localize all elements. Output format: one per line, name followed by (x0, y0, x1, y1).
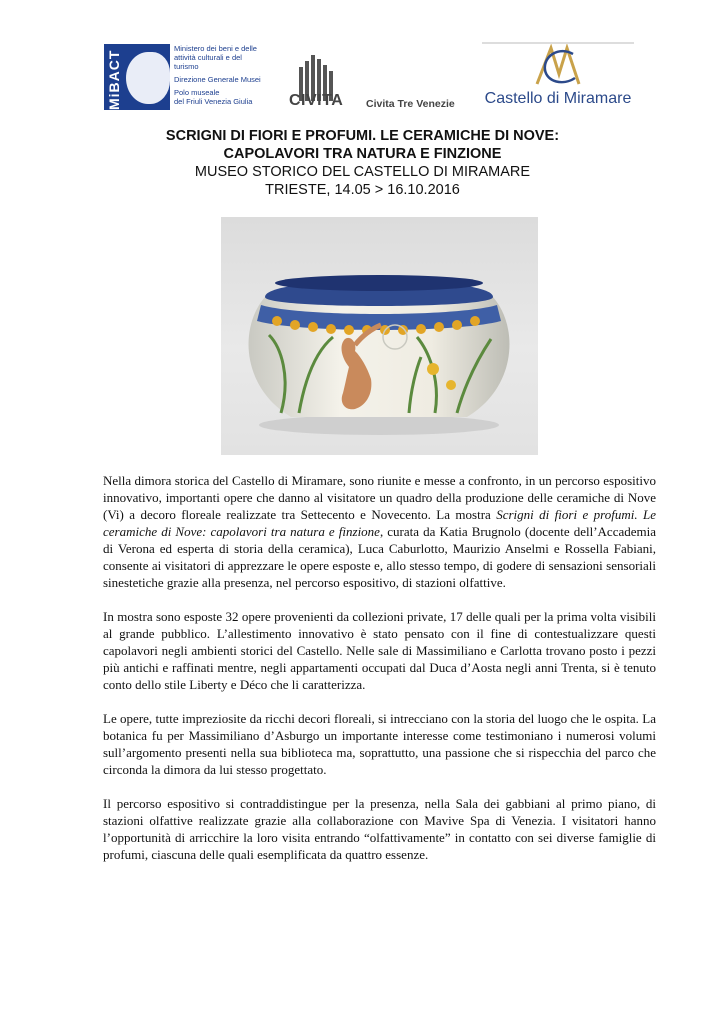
ceramic-vase-photo (221, 217, 538, 455)
mibact-head-icon (126, 52, 170, 104)
mibact-caption: Ministero dei beni e delle attività culturali e del turismo Direzione Generale Musei Polo museale del Friuli Venezia Giulia (174, 44, 261, 106)
article-body (103, 472, 656, 880)
paragraph-2: In mostra sono esposte 32 opere provenienti da collezioni private, 17 delle quali per la prima volta visibili al grande pubblico. L’allestimento innovativo è stato pensato con il fine di contestualizzare questi capolavori negli ambienti storici del Castello. Nelle sale di Massimiliano e Carlotta trovano posto i pezzi più antichi e raffinati mentre, negli appartamenti occupati dal Duca d’Aosta negli anni Trenta, si è tenuto conto dello stile Liberty e Déco che li caratterizza. (103, 609, 656, 692)
title-line-3: MUSEO STORICO DEL CASTELLO DI MIRAMARE (194, 164, 531, 180)
paragraph-4: Il percorso espositivo si contraddistingue per la presenza, nella Sala dei gabbiani al primo piano, di stazioni olfattive realizzate grazie alla collaborazione con Mavive Spa di Venezia. I visitatori hanno l’opportunità di arricchire la loro visita entrando “olfattivamente” in contatto con sei diverse famiglie di profumi, ciascuna delle quali esemplificata da quattro essenze. (103, 796, 656, 862)
title-line-4: TRIESTE, 14.05 > 16.10.2016 (265, 182, 460, 198)
title-line-2: CAPOLAVORI TRA NATURA E FINZIONE (223, 146, 502, 162)
miramare-monogram-icon (529, 44, 587, 90)
mibact-mark: MiBACT (106, 49, 122, 110)
header-logos (0, 42, 725, 112)
title-line-1: SCRIGNI DI FIORI E PROFUMI. LE CERAMICHE DI NOVE: (165, 128, 560, 144)
exhibition-title: Scrigni di fiori e profumi. Le ceramiche di Nove: capolavori tra natura e finzione (103, 507, 656, 539)
miramare-wordmark: Castello di Miramare (484, 90, 632, 107)
mibact-logo (104, 44, 170, 110)
miramare-logo (482, 42, 634, 112)
paragraph-3: Le opere, tutte impreziosite da ricchi decori floreali, si intrecciano con la storia del luogo che le ospita. La botanica fu per Massimiliano d’Asburgo un importante interesse come testimoniano i numerosi volumi sull’argomento presenti nella sua biblioteca ma, soprattutto, una passione che si rispecchia del parco che circonda la dimora da lui stesso progettato. (103, 711, 656, 777)
civita-tre-venezie: Civita Tre Venezie (366, 98, 455, 110)
document-header (0, 127, 725, 199)
vase-illustration (221, 217, 538, 455)
civita-wordmark: CIVITA (289, 92, 344, 109)
paragraph-1: Nella dimora storica del Castello di Miramare, sono riunite e messe a confronto, in un percorso espositivo innovativo, importanti opere che danno al visitatore un quadro della produzione delle ceramiche di Nove (Vi) a decoro floreale realizzate tra Settecento e Novecento. La mostra Scrigni di fiori e profumi. Le ceramiche di Nove: capolavori tra natura e finzione, curata da Katia Brugnolo (docente dell’Accademia di Verona ed esperta di storia della ceramica), Luca Caburlotto, Maurizio Anselmi e Rossella Fabiani, consente ai visitatori di apprezzare le opere esposte e, allo stesso tempo, di godere di sensazioni sensoriali sinestetiche grazie alla presenza, nel percorso espositivo, di stazioni olfattive. (103, 473, 656, 590)
